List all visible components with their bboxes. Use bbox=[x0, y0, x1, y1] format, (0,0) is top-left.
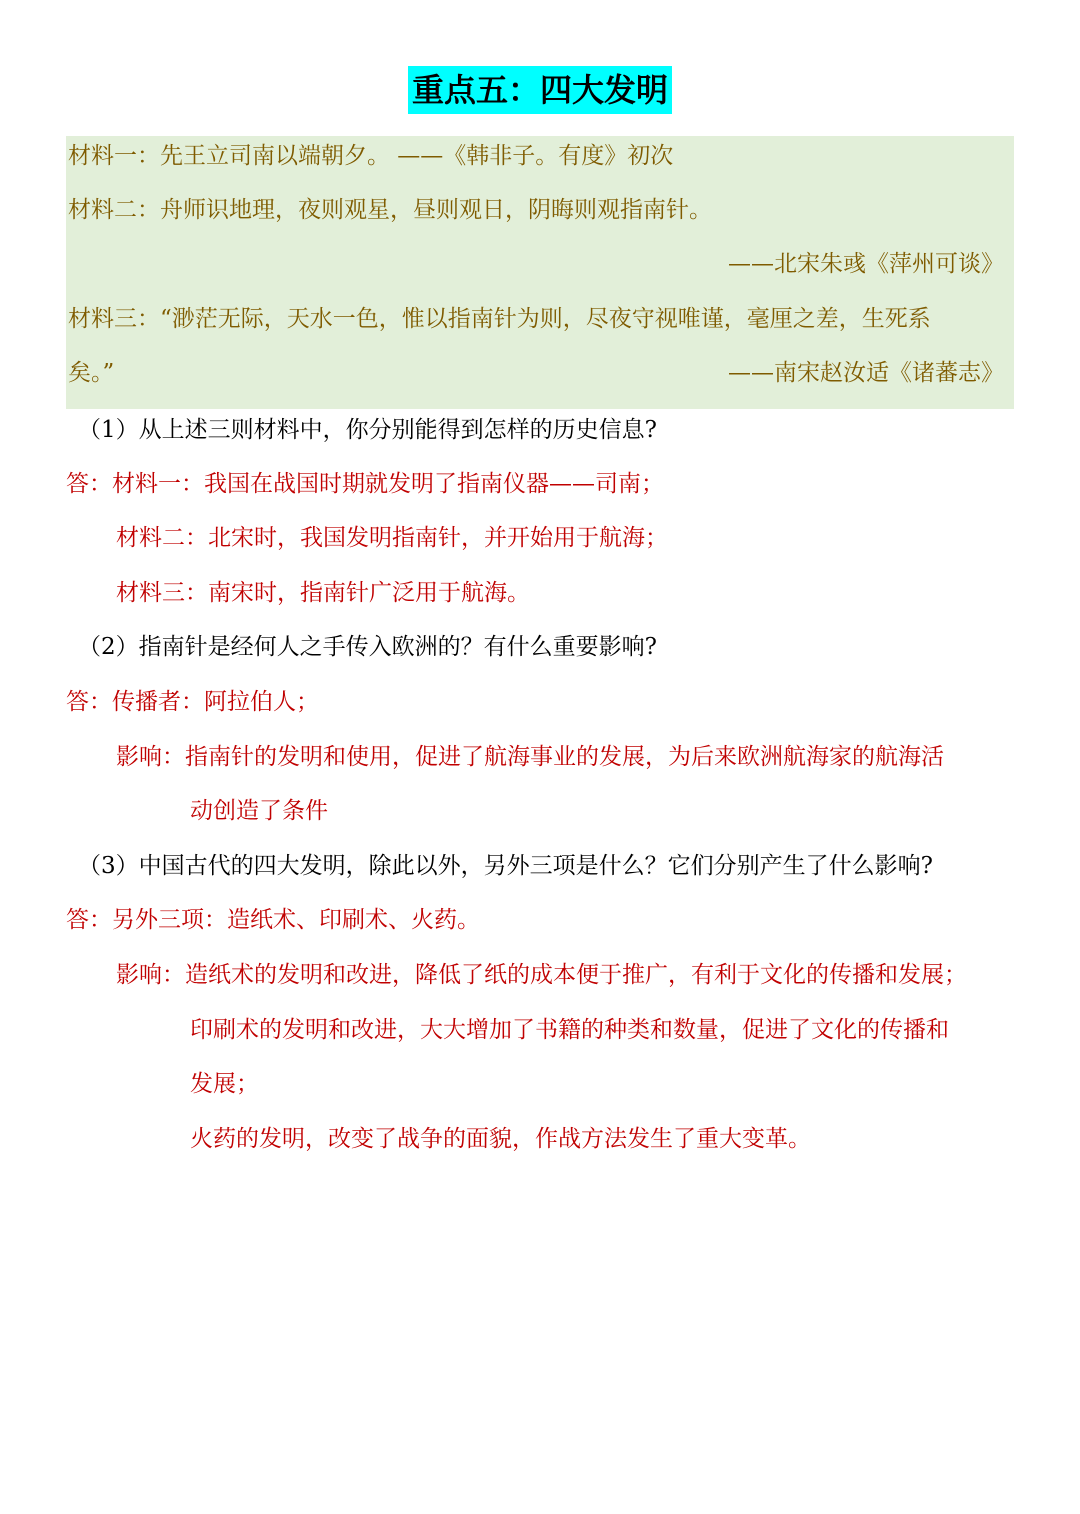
material-three-line1: 材料三：“渺茫无际，天水一色，惟以指南针为则，尽夜守视唯谨，毫厘之差，生死系 bbox=[68, 306, 931, 332]
materials-box bbox=[66, 136, 1014, 409]
material-three-source: ——南宋赵汝适《诸蕃志》 bbox=[728, 360, 1004, 386]
material-two: 材料二：舟师识地理，夜则观星，昼则观日，阴晦则观指南针。 bbox=[68, 197, 712, 223]
question-1: （1）从上述三则材料中，你分别能得到怎样的历史信息? bbox=[78, 417, 657, 443]
q3-answer-1: 答：另外三项：造纸术、印刷术、火药。 bbox=[66, 907, 480, 933]
material-three-line2: 矣。” bbox=[68, 360, 115, 386]
question-2: （2）指南针是经何人之手传入欧洲的？有什么重要影响? bbox=[78, 634, 657, 660]
q3-answer-5: 火药的发明，改变了战争的面貌，作战方法发生了重大变革。 bbox=[190, 1126, 811, 1152]
question-3: （3）中国古代的四大发明，除此以外，另外三项是什么？它们分别产生了什么影响? bbox=[78, 853, 933, 879]
q2-answer-2: 影响：指南针的发明和使用，促进了航海事业的发展，为后来欧洲航海家的航海活 bbox=[116, 744, 944, 770]
q2-answer-1: 答：传播者：阿拉伯人； bbox=[66, 689, 319, 715]
q2-answer-3: 动创造了条件 bbox=[190, 798, 328, 824]
q3-answer-3: 印刷术的发明和改进，大大增加了书籍的种类和数量，促进了文化的传播和 bbox=[190, 1017, 949, 1043]
q1-answer-2: 材料二：北宋时，我国发明指南针，并开始用于航海； bbox=[116, 525, 668, 551]
page-title: 重点五：四大发明 bbox=[408, 66, 672, 114]
q3-answer-2: 影响：造纸术的发明和改进，降低了纸的成本便于推广，有利于文化的传播和发展； bbox=[116, 962, 967, 988]
q3-answer-4: 发展； bbox=[190, 1071, 259, 1097]
material-two-source: ——北宋朱彧《萍州可谈》 bbox=[728, 251, 1004, 277]
q1-answer-3: 材料三：南宋时，指南针广泛用于航海。 bbox=[116, 580, 530, 606]
q1-answer-1: 答：材料一：我国在战国时期就发明了指南仪器——司南； bbox=[66, 471, 664, 497]
material-one: 材料一：先王立司南以端朝夕。 ——《韩非子。有度》初次 bbox=[68, 143, 674, 169]
